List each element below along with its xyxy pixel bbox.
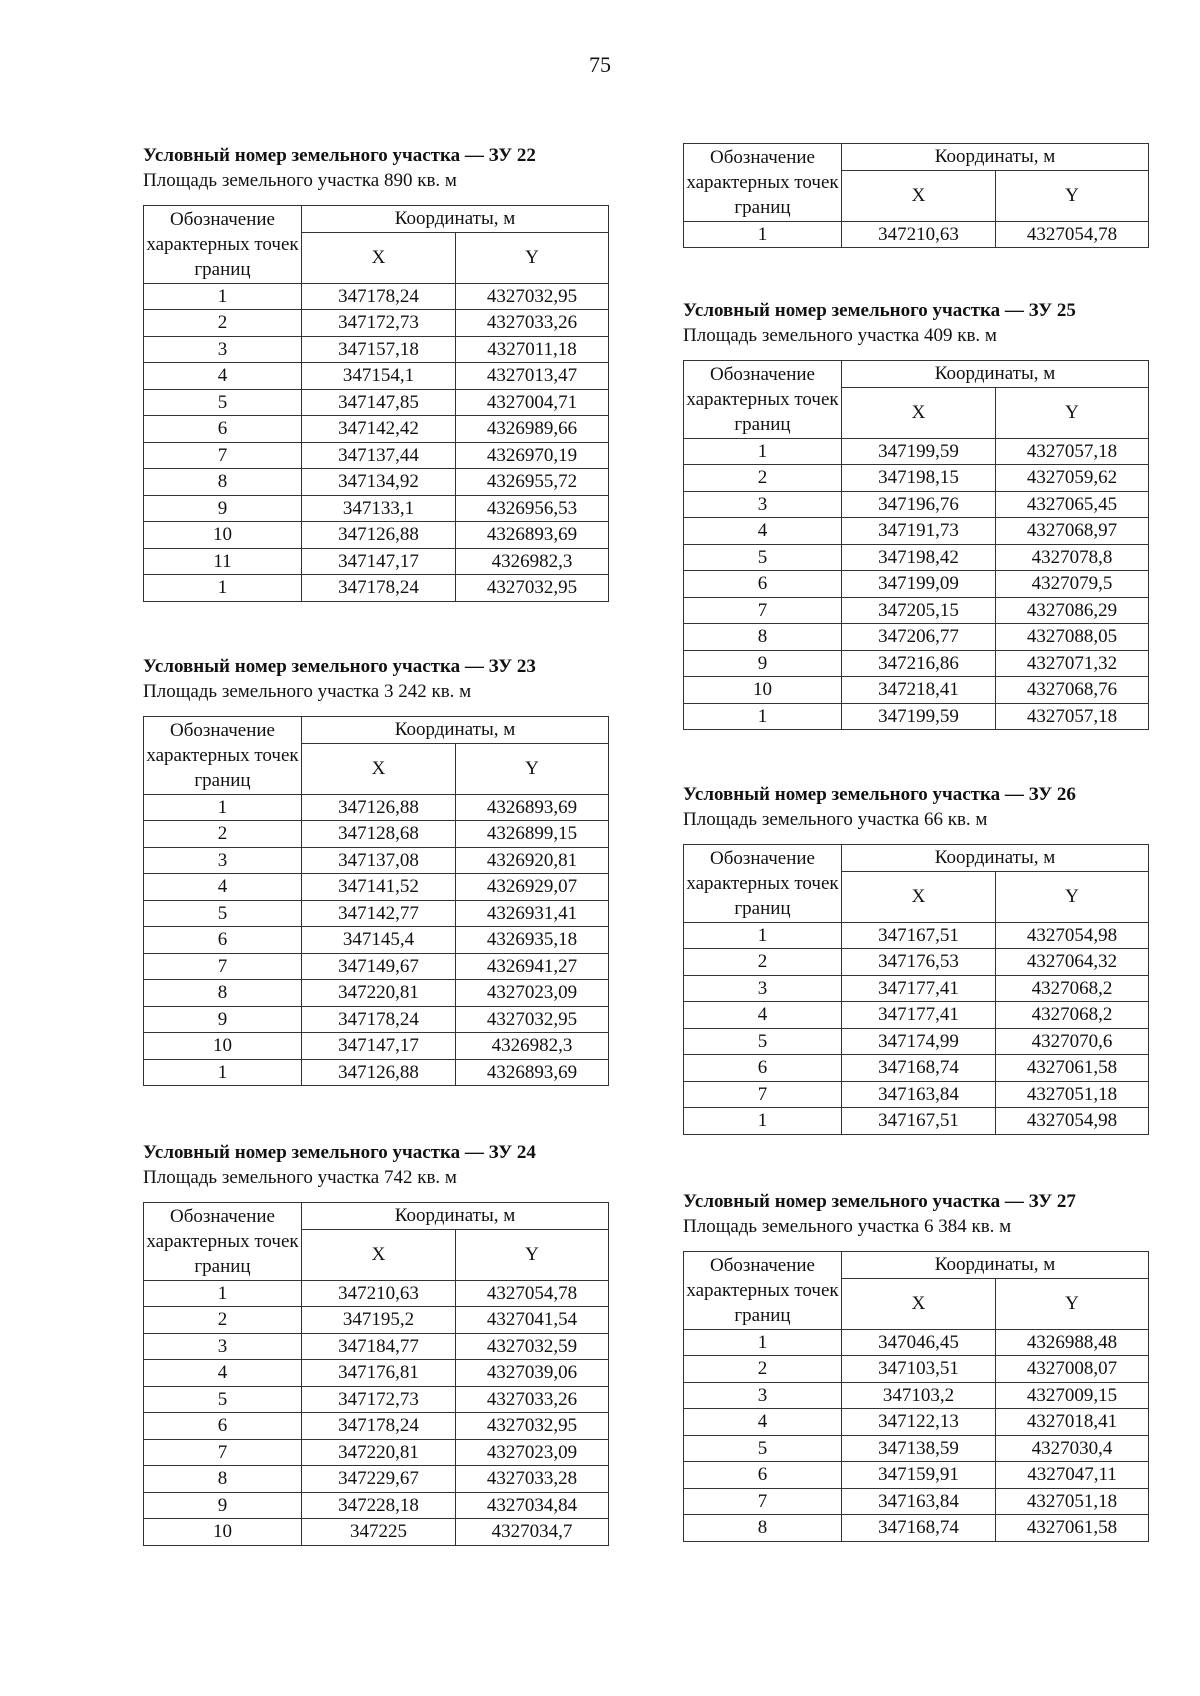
x-coordinate-cell: 347167,51 — [842, 1108, 996, 1135]
x-coordinate-cell: 347163,84 — [842, 1488, 996, 1515]
x-header: X — [842, 1278, 996, 1329]
point-number-cell: 6 — [684, 1462, 842, 1489]
table-row — [144, 794, 609, 821]
point-number-cell: 9 — [684, 650, 842, 677]
table-row — [684, 1356, 1149, 1383]
y-coordinate-cell: 4326929,07 — [456, 874, 609, 901]
y-coordinate-cell: 4327023,09 — [456, 980, 609, 1007]
x-coordinate-cell: 347126,88 — [302, 1059, 456, 1086]
table-row — [684, 438, 1149, 465]
table-row — [684, 597, 1149, 624]
y-coordinate-cell: 4326893,69 — [456, 794, 609, 821]
y-coordinate-cell: 4326989,66 — [456, 416, 609, 443]
point-number-cell: 5 — [144, 1386, 302, 1413]
y-header: Y — [996, 387, 1149, 438]
y-coordinate-cell: 4327057,18 — [996, 703, 1149, 730]
point-number-cell: 1 — [144, 575, 302, 602]
y-coordinate-cell: 4326935,18 — [456, 927, 609, 954]
point-number-cell: 7 — [684, 1081, 842, 1108]
table-row — [144, 575, 609, 602]
table-row — [684, 1028, 1149, 1055]
table-row — [144, 927, 609, 954]
point-number-cell: 5 — [144, 389, 302, 416]
point-number-cell: 2 — [144, 1307, 302, 1334]
y-header: Y — [996, 871, 1149, 922]
y-coordinate-cell: 4327051,18 — [996, 1081, 1149, 1108]
x-coordinate-cell: 347210,63 — [842, 221, 996, 248]
y-coordinate-cell: 4326988,48 — [996, 1329, 1149, 1356]
x-coordinate-cell: 347205,15 — [842, 597, 996, 624]
x-coordinate-cell: 347228,18 — [302, 1492, 456, 1519]
table-row — [144, 1519, 609, 1546]
x-coordinate-cell: 347178,24 — [302, 1006, 456, 1033]
table-row — [684, 571, 1149, 598]
x-coordinate-cell: 347198,15 — [842, 465, 996, 492]
parcel-area: Площадь земельного участка 6 384 кв. м — [683, 1216, 1012, 1237]
point-number-cell: 7 — [144, 953, 302, 980]
x-coordinate-cell: 347157,18 — [302, 336, 456, 363]
y-coordinate-cell: 4327088,05 — [996, 624, 1149, 651]
y-coordinate-cell: 4327041,54 — [456, 1307, 609, 1334]
point-number-cell: 8 — [684, 624, 842, 651]
table-row — [144, 1033, 609, 1060]
x-coordinate-cell: 347126,88 — [302, 522, 456, 549]
x-coordinate-cell: 347154,1 — [302, 363, 456, 390]
x-coordinate-cell: 347172,73 — [302, 1386, 456, 1413]
x-coordinate-cell: 347122,13 — [842, 1409, 996, 1436]
table-row — [144, 1006, 609, 1033]
y-header: Y — [456, 1229, 609, 1280]
y-coordinate-cell: 4327032,95 — [456, 1006, 609, 1033]
coordinates-header: Координаты, м — [842, 361, 1149, 388]
y-coordinate-cell: 4327047,11 — [996, 1462, 1149, 1489]
point-number-cell: 6 — [144, 1413, 302, 1440]
x-coordinate-cell: 347133,1 — [302, 495, 456, 522]
y-coordinate-cell: 4327086,29 — [996, 597, 1149, 624]
point-number-cell: 8 — [144, 980, 302, 1007]
x-coordinate-cell: 347177,41 — [842, 1002, 996, 1029]
y-coordinate-cell: 4327023,09 — [456, 1439, 609, 1466]
point-number-cell: 1 — [684, 1108, 842, 1135]
y-header: Y — [996, 170, 1149, 221]
x-coordinate-cell: 347126,88 — [302, 794, 456, 821]
parcel-area: Площадь земельного участка 3 242 кв. м — [143, 681, 472, 702]
x-coordinate-cell: 347206,77 — [842, 624, 996, 651]
coordinates-table — [683, 844, 1149, 1135]
y-coordinate-cell: 4326982,3 — [456, 548, 609, 575]
x-coordinate-cell: 347216,86 — [842, 650, 996, 677]
coordinates-table — [143, 205, 609, 602]
table-row — [684, 491, 1149, 518]
parcel-block-zu27 — [683, 1189, 1148, 1542]
x-coordinate-cell: 347218,41 — [842, 677, 996, 704]
point-number-cell: 10 — [144, 1033, 302, 1060]
parcel-block-zu24 — [143, 1140, 608, 1546]
point-number-cell: 6 — [144, 927, 302, 954]
table-row — [144, 283, 609, 310]
table-row — [144, 363, 609, 390]
y-coordinate-cell: 4326899,15 — [456, 821, 609, 848]
table-row — [144, 548, 609, 575]
page-number: 75 — [589, 52, 611, 77]
parcel-heading: Условный номер земельного участка –– ЗУ 25 — [683, 300, 1076, 321]
x-header: X — [842, 387, 996, 438]
table-row — [144, 1307, 609, 1334]
table-row — [144, 1280, 609, 1307]
point-number-cell: 1 — [144, 1059, 302, 1086]
y-coordinate-cell: 4327070,6 — [996, 1028, 1149, 1055]
parcel-heading: Условный номер земельного участка –– ЗУ 22 — [143, 145, 536, 166]
x-coordinate-cell: 347191,73 — [842, 518, 996, 545]
point-number-cell: 7 — [144, 442, 302, 469]
point-number-cell: 7 — [684, 1488, 842, 1515]
parcel-block-zu25 — [683, 298, 1148, 730]
designation-header: Обозначение характерных точек границ — [684, 845, 842, 923]
parcel-area: Площадь земельного участка 66 кв. м — [683, 809, 988, 830]
x-header: X — [842, 871, 996, 922]
table-row — [684, 518, 1149, 545]
y-coordinate-cell: 4327051,18 — [996, 1488, 1149, 1515]
y-coordinate-cell: 4326931,41 — [456, 900, 609, 927]
x-coordinate-cell: 347142,77 — [302, 900, 456, 927]
x-coordinate-cell: 347168,74 — [842, 1055, 996, 1082]
table-row — [144, 874, 609, 901]
x-coordinate-cell: 347142,42 — [302, 416, 456, 443]
x-coordinate-cell: 347176,81 — [302, 1360, 456, 1387]
table-row — [144, 1439, 609, 1466]
point-number-cell: 9 — [144, 495, 302, 522]
y-coordinate-cell: 4327078,8 — [996, 544, 1149, 571]
point-number-cell: 9 — [144, 1492, 302, 1519]
x-coordinate-cell: 347137,08 — [302, 847, 456, 874]
point-number-cell: 4 — [684, 1409, 842, 1436]
point-number-cell: 8 — [684, 1515, 842, 1542]
coordinates-table — [683, 360, 1149, 730]
y-coordinate-cell: 4327068,2 — [996, 975, 1149, 1002]
y-coordinate-cell: 4327054,78 — [456, 1280, 609, 1307]
x-coordinate-cell: 347046,45 — [842, 1329, 996, 1356]
coordinates-header: Координаты, м — [302, 206, 609, 233]
x-coordinate-cell: 347147,17 — [302, 1033, 456, 1060]
designation-header: Обозначение характерных точек границ — [684, 1252, 842, 1330]
table-row — [144, 847, 609, 874]
table-row — [144, 416, 609, 443]
y-coordinate-cell: 4327071,32 — [996, 650, 1149, 677]
y-coordinate-cell: 4327061,58 — [996, 1055, 1149, 1082]
point-number-cell: 1 — [144, 1280, 302, 1307]
table-row — [144, 1492, 609, 1519]
y-coordinate-cell: 4326956,53 — [456, 495, 609, 522]
x-coordinate-cell: 347128,68 — [302, 821, 456, 848]
y-coordinate-cell: 4327030,4 — [996, 1435, 1149, 1462]
point-number-cell: 2 — [684, 1356, 842, 1383]
y-coordinate-cell: 4327054,78 — [996, 221, 1149, 248]
y-coordinate-cell: 4327013,47 — [456, 363, 609, 390]
designation-header: Обозначение характерных точек границ — [144, 717, 302, 795]
table-row — [144, 1059, 609, 1086]
table-row — [684, 703, 1149, 730]
point-number-cell: 4 — [144, 874, 302, 901]
table-row — [684, 1055, 1149, 1082]
point-number-cell: 4 — [144, 363, 302, 390]
y-coordinate-cell: 4327032,95 — [456, 283, 609, 310]
y-coordinate-cell: 4327065,45 — [996, 491, 1149, 518]
y-coordinate-cell: 4327054,98 — [996, 1108, 1149, 1135]
x-coordinate-cell: 347163,84 — [842, 1081, 996, 1108]
point-number-cell: 2 — [684, 949, 842, 976]
point-number-cell: 2 — [684, 465, 842, 492]
y-coordinate-cell: 4327059,62 — [996, 465, 1149, 492]
x-coordinate-cell: 347195,2 — [302, 1307, 456, 1334]
y-coordinate-cell: 4326920,81 — [456, 847, 609, 874]
point-number-cell: 5 — [144, 900, 302, 927]
x-coordinate-cell: 347199,09 — [842, 571, 996, 598]
y-coordinate-cell: 4327034,84 — [456, 1492, 609, 1519]
y-coordinate-cell: 4326982,3 — [456, 1033, 609, 1060]
y-coordinate-cell: 4327018,41 — [996, 1409, 1149, 1436]
y-coordinate-cell: 4326941,27 — [456, 953, 609, 980]
y-header: Y — [996, 1278, 1149, 1329]
y-coordinate-cell: 4327033,26 — [456, 310, 609, 337]
parcel-block-zu26 — [683, 782, 1148, 1135]
point-number-cell: 10 — [144, 1519, 302, 1546]
table-row — [144, 389, 609, 416]
point-number-cell: 3 — [684, 491, 842, 518]
x-coordinate-cell: 347141,52 — [302, 874, 456, 901]
x-coordinate-cell: 347174,99 — [842, 1028, 996, 1055]
y-coordinate-cell: 4327032,59 — [456, 1333, 609, 1360]
point-number-cell: 5 — [684, 544, 842, 571]
y-coordinate-cell: 4327032,95 — [456, 1413, 609, 1440]
parcel-heading: Условный номер земельного участка –– ЗУ 24 — [143, 1142, 536, 1163]
x-coordinate-cell: 347145,4 — [302, 927, 456, 954]
table-row — [684, 922, 1149, 949]
y-coordinate-cell: 4327009,15 — [996, 1382, 1149, 1409]
parcel-heading: Условный номер земельного участка –– ЗУ 26 — [683, 784, 1076, 805]
point-number-cell: 3 — [144, 847, 302, 874]
y-coordinate-cell: 4327068,76 — [996, 677, 1149, 704]
point-number-cell: 3 — [144, 1333, 302, 1360]
table-row — [684, 1435, 1149, 1462]
y-coordinate-cell: 4327008,07 — [996, 1356, 1149, 1383]
x-coordinate-cell: 347178,24 — [302, 1413, 456, 1440]
table-row — [684, 1081, 1149, 1108]
point-number-cell: 1 — [684, 703, 842, 730]
y-coordinate-cell: 4327004,71 — [456, 389, 609, 416]
point-number-cell: 2 — [144, 821, 302, 848]
point-number-cell: 5 — [684, 1028, 842, 1055]
x-coordinate-cell: 347210,63 — [302, 1280, 456, 1307]
y-coordinate-cell: 4327061,58 — [996, 1515, 1149, 1542]
table-row — [684, 1382, 1149, 1409]
table-row — [684, 1002, 1149, 1029]
y-coordinate-cell: 4327068,2 — [996, 1002, 1149, 1029]
designation-header: Обозначение характерных точек границ — [684, 144, 842, 222]
point-number-cell: 4 — [684, 518, 842, 545]
point-number-cell: 1 — [144, 283, 302, 310]
y-coordinate-cell: 4327068,97 — [996, 518, 1149, 545]
x-header: X — [302, 1229, 456, 1280]
x-coordinate-cell: 347220,81 — [302, 1439, 456, 1466]
coordinates-table — [143, 1202, 609, 1546]
table-row — [684, 544, 1149, 571]
x-header: X — [842, 170, 996, 221]
point-number-cell: 3 — [684, 975, 842, 1002]
designation-header: Обозначение характерных точек границ — [144, 1203, 302, 1281]
x-header: X — [302, 232, 456, 283]
y-coordinate-cell: 4327011,18 — [456, 336, 609, 363]
point-number-cell: 10 — [684, 677, 842, 704]
table-row — [144, 821, 609, 848]
coordinates-header: Координаты, м — [842, 1252, 1149, 1279]
x-coordinate-cell: 347178,24 — [302, 575, 456, 602]
table-row — [684, 650, 1149, 677]
point-number-cell: 7 — [684, 597, 842, 624]
x-coordinate-cell: 347229,67 — [302, 1466, 456, 1493]
x-coordinate-cell: 347137,44 — [302, 442, 456, 469]
point-number-cell: 6 — [684, 571, 842, 598]
table-row — [144, 442, 609, 469]
table-row — [144, 1360, 609, 1387]
y-header: Y — [456, 743, 609, 794]
x-coordinate-cell: 347103,2 — [842, 1382, 996, 1409]
y-coordinate-cell: 4327039,06 — [456, 1360, 609, 1387]
y-coordinate-cell: 4327034,7 — [456, 1519, 609, 1546]
table-row — [684, 1108, 1149, 1135]
table-row — [684, 1488, 1149, 1515]
x-coordinate-cell: 347138,59 — [842, 1435, 996, 1462]
table-row — [144, 1413, 609, 1440]
table-row — [144, 336, 609, 363]
y-coordinate-cell: 4327032,95 — [456, 575, 609, 602]
designation-header: Обозначение характерных точек границ — [684, 361, 842, 439]
point-number-cell: 1 — [684, 221, 842, 248]
point-number-cell: 7 — [144, 1439, 302, 1466]
x-coordinate-cell: 347147,85 — [302, 389, 456, 416]
x-coordinate-cell: 347159,91 — [842, 1462, 996, 1489]
table-row — [684, 1409, 1149, 1436]
y-coordinate-cell: 4326893,69 — [456, 1059, 609, 1086]
coordinates-header: Координаты, м — [842, 845, 1149, 872]
table-row — [684, 221, 1149, 248]
table-row — [144, 1386, 609, 1413]
y-header: Y — [456, 232, 609, 283]
x-coordinate-cell: 347168,74 — [842, 1515, 996, 1542]
table-row — [144, 980, 609, 1007]
x-coordinate-cell: 347225 — [302, 1519, 456, 1546]
parcel-block-zu24-continued — [683, 143, 1148, 248]
y-coordinate-cell: 4327057,18 — [996, 438, 1149, 465]
y-coordinate-cell: 4326893,69 — [456, 522, 609, 549]
parcel-heading: Условный номер земельного участка –– ЗУ 23 — [143, 656, 536, 677]
y-coordinate-cell: 4326970,19 — [456, 442, 609, 469]
parcel-heading: Условный номер земельного участка –– ЗУ 27 — [683, 1191, 1076, 1212]
designation-header: Обозначение характерных точек границ — [144, 206, 302, 284]
parcel-area: Площадь земельного участка 890 кв. м — [143, 170, 457, 191]
x-coordinate-cell: 347199,59 — [842, 703, 996, 730]
coordinates-header: Координаты, м — [302, 717, 609, 744]
y-coordinate-cell: 4327033,26 — [456, 1386, 609, 1413]
x-coordinate-cell: 347196,76 — [842, 491, 996, 518]
point-number-cell: 8 — [144, 1466, 302, 1493]
table-row — [684, 1462, 1149, 1489]
point-number-cell: 10 — [144, 522, 302, 549]
y-coordinate-cell: 4326955,72 — [456, 469, 609, 496]
x-coordinate-cell: 347167,51 — [842, 922, 996, 949]
point-number-cell: 6 — [144, 416, 302, 443]
y-coordinate-cell: 4327064,32 — [996, 949, 1149, 976]
point-number-cell: 3 — [144, 336, 302, 363]
point-number-cell: 4 — [684, 1002, 842, 1029]
point-number-cell: 1 — [684, 438, 842, 465]
x-coordinate-cell: 347172,73 — [302, 310, 456, 337]
x-coordinate-cell: 347178,24 — [302, 283, 456, 310]
point-number-cell: 1 — [684, 1329, 842, 1356]
parcel-area: Площадь земельного участка 409 кв. м — [683, 325, 997, 346]
table-row — [684, 1329, 1149, 1356]
x-coordinate-cell: 347184,77 — [302, 1333, 456, 1360]
parcel-block-zu23 — [143, 654, 608, 1086]
point-number-cell: 4 — [144, 1360, 302, 1387]
y-coordinate-cell: 4327054,98 — [996, 922, 1149, 949]
coordinates-table — [683, 1251, 1149, 1542]
point-number-cell: 6 — [684, 1055, 842, 1082]
point-number-cell: 11 — [144, 548, 302, 575]
x-coordinate-cell: 347103,51 — [842, 1356, 996, 1383]
x-coordinate-cell: 347177,41 — [842, 975, 996, 1002]
table-row — [144, 522, 609, 549]
table-row — [144, 1333, 609, 1360]
point-number-cell: 1 — [684, 922, 842, 949]
coordinates-table — [683, 143, 1149, 248]
table-row — [684, 624, 1149, 651]
table-row — [684, 949, 1149, 976]
table-row — [684, 677, 1149, 704]
point-number-cell: 8 — [144, 469, 302, 496]
x-coordinate-cell: 347220,81 — [302, 980, 456, 1007]
point-number-cell: 2 — [144, 310, 302, 337]
x-coordinate-cell: 347199,59 — [842, 438, 996, 465]
y-coordinate-cell: 4327033,28 — [456, 1466, 609, 1493]
table-row — [144, 1466, 609, 1493]
parcel-area: Площадь земельного участка 742 кв. м — [143, 1167, 457, 1188]
point-number-cell: 1 — [144, 794, 302, 821]
x-coordinate-cell: 347147,17 — [302, 548, 456, 575]
point-number-cell: 3 — [684, 1382, 842, 1409]
coordinates-header: Координаты, м — [842, 144, 1149, 171]
table-row — [144, 469, 609, 496]
table-row — [684, 975, 1149, 1002]
table-row — [144, 495, 609, 522]
table-row — [684, 465, 1149, 492]
coordinates-table — [143, 716, 609, 1086]
point-number-cell: 5 — [684, 1435, 842, 1462]
parcel-block-zu22 — [143, 143, 608, 602]
x-coordinate-cell: 347149,67 — [302, 953, 456, 980]
table-row — [144, 900, 609, 927]
x-coordinate-cell: 347198,42 — [842, 544, 996, 571]
x-header: X — [302, 743, 456, 794]
point-number-cell: 9 — [144, 1006, 302, 1033]
y-coordinate-cell: 4327079,5 — [996, 571, 1149, 598]
table-row — [684, 1515, 1149, 1542]
coordinates-header: Координаты, м — [302, 1203, 609, 1230]
table-row — [144, 310, 609, 337]
x-coordinate-cell: 347134,92 — [302, 469, 456, 496]
table-row — [144, 953, 609, 980]
x-coordinate-cell: 347176,53 — [842, 949, 996, 976]
